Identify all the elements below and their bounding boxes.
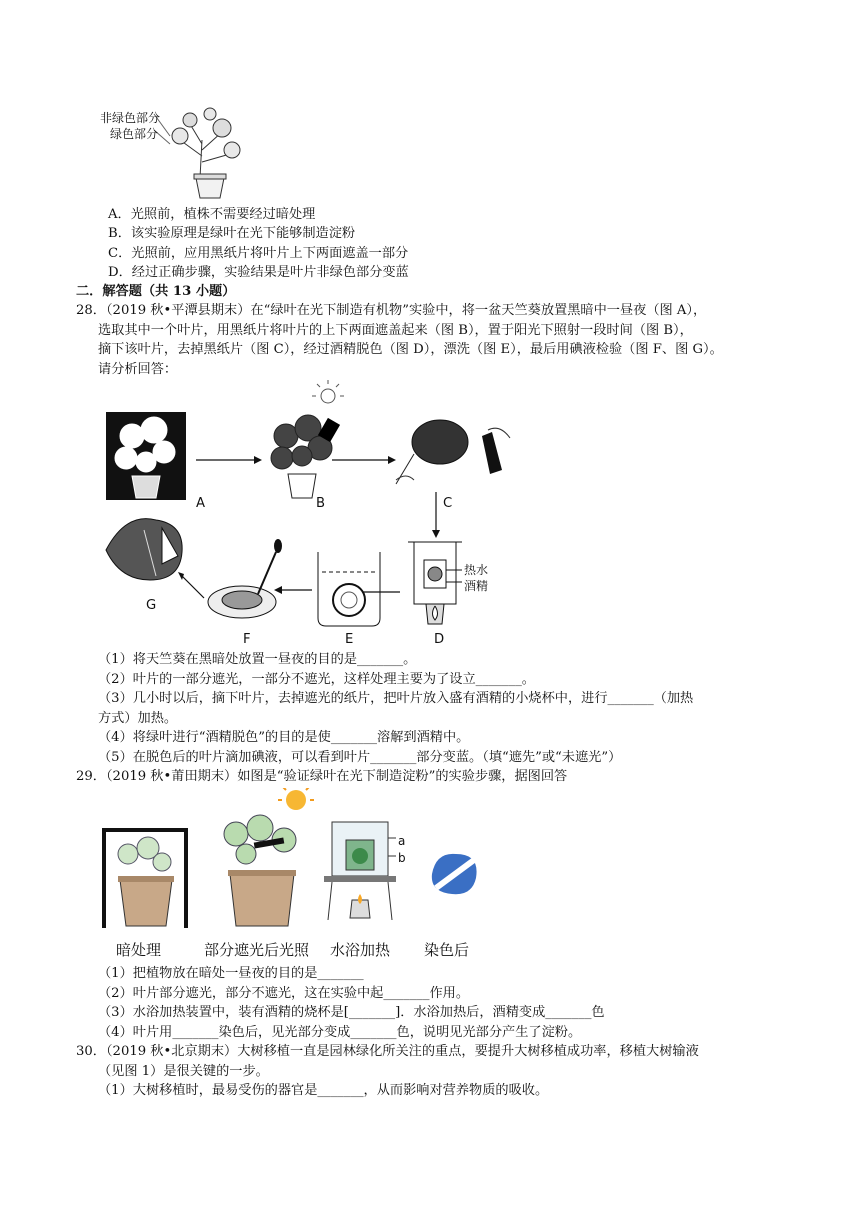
q30-line-1: 30．（2019 秋•北京期末）大树移植一直是园林绿化所关注的重点，要提升大树移植成功率，移植大树输液 — [76, 1044, 699, 1059]
figure-label-non-green-part: 非绿色部分 — [100, 111, 161, 125]
q30-sub-1: （1）大树移植时，最易受伤的器官是_______，从而影响对营养物质的吸收。 — [98, 1083, 549, 1098]
q28-line-3: 摘下该叶片，去掉黑纸片（图 C），经过酒精脱色（图 D），漂洗（图 E），最后用碘液检验（图 F、图 G）。 — [98, 342, 723, 357]
q28-line-2: 选取其中一个叶片，用黑纸片将叶片的上下两面遮盖起来（图 B），置于阳光下照射一段时间（图 B）， — [98, 323, 693, 338]
q29-sub-2: （2）叶片部分遮光，部分不遮光，这在实验中起_______作用。 — [98, 986, 470, 1001]
fig-label-c: C — [443, 496, 453, 511]
q28-sub-3-cont: 方式）加热。 — [98, 711, 178, 726]
fig-label-d: D — [434, 632, 445, 647]
fig-label-g: G — [146, 598, 157, 613]
q27-option-b: B．该实验原理是绿叶在光下能够制造淀粉 — [108, 226, 356, 241]
q30-line-2: （见图 1）是很关键的一步。 — [98, 1064, 269, 1079]
q29-experiment-figure — [96, 788, 496, 938]
q28-sub-5: （5）在脱色后的叶片滴加碘液，可以看到叶片_______部分变蓝。（填“遮先”或“未遮光”） — [98, 750, 622, 765]
fig29-label-a: a — [398, 834, 406, 848]
q28-sub-3: （3）几小时以后，摘下叶片，去掉遮光的纸片，把叶片放入盛有酒精的小烧杯中，进行_______（加热 — [98, 691, 694, 706]
fig29-caption-stained: 染色后 — [424, 941, 470, 959]
fig-label-b: B — [316, 496, 326, 511]
fig29-label-b: b — [398, 851, 406, 865]
q29-line-1: 29．（2019 秋•莆田期末）如图是“验证绿叶在光下制造淀粉”的实验步骤，据图回答 — [76, 769, 568, 784]
q27-option-d: D．经过正确步骤，实验结果是叶片非绿色部分变蓝 — [108, 265, 409, 280]
fig-label-e: E — [345, 632, 354, 647]
q28-line-4: 请分析回答： — [98, 362, 178, 377]
fig29-caption-water-bath: 水浴加热 — [330, 941, 391, 959]
figure-label-green-part: 绿色部分 — [110, 127, 159, 141]
q28-sub-1: （1）将天竺葵在黑暗处放置一昼夜的目的是_______。 — [98, 652, 417, 667]
fig-label-hot-water: 热水 — [464, 563, 489, 577]
q29-sub-3: （3）水浴加热装置中，装有酒精的烧杯是[_______]．水浴加热后，酒精变成_______色 — [98, 1005, 605, 1020]
fig29-caption-partial-shading: 部分遮光后光照 — [204, 941, 310, 959]
q27-option-a: A．光照前，植株不需要经过暗处理 — [108, 207, 316, 222]
q29-sub-1: （1）把植物放在暗处一昼夜的目的是_______ — [98, 966, 364, 981]
q29-sub-4: （4）叶片用_______染色后，见光部分变成_______色，说明见光部分产生了淀粉。 — [98, 1025, 582, 1040]
q27-option-c: C．光照前，应用黑纸片将叶片上下两面遮盖一部分 — [108, 246, 409, 261]
q28-sub-2: （2）叶片的一部分遮光，一部分不遮光，这样处理主要为了设立_______。 — [98, 672, 535, 687]
q28-experiment-figure — [96, 380, 536, 648]
fig-label-f: F — [243, 632, 251, 647]
fig-label-a: A — [196, 496, 206, 511]
q28-line-1: 28．（2019 秋•平潭县期末）在“绿叶在光下制造有机物”实验中，将一盆天竺葵放置黑暗中一昼夜（图 A）， — [76, 303, 707, 318]
q28-sub-4: （4）将绿叶进行“酒精脱色”的目的是使_______溶解到酒精中。 — [98, 730, 470, 745]
fig-label-alcohol: 酒精 — [464, 579, 489, 593]
fig29-caption-dark-treatment: 暗处理 — [116, 941, 162, 959]
section-heading: 二．解答题（共 13 小题） — [76, 284, 236, 299]
